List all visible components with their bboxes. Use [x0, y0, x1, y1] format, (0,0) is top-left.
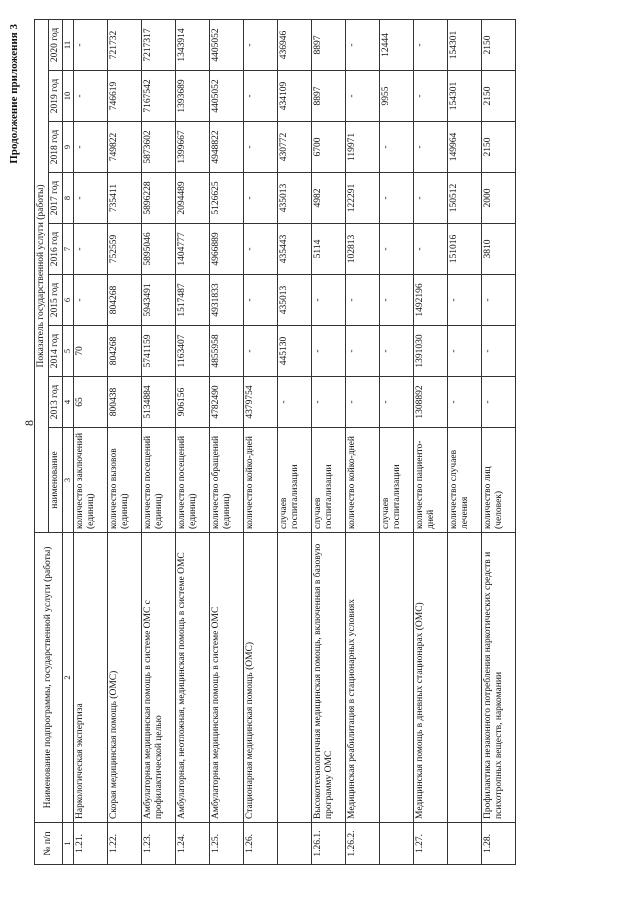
row-number: 1.21. — [73, 823, 107, 865]
program-name — [447, 533, 481, 823]
year-value: 4855958 — [209, 326, 243, 377]
indicator-name: случаев госпитализации — [311, 428, 345, 533]
column-index: 8 — [62, 173, 73, 224]
year-value: 119971 — [345, 122, 379, 173]
year-value: 435013 — [277, 275, 311, 326]
header-program: Наименование подпрограммы, государственной услуги (работы) — [35, 533, 63, 823]
year-value: 150512 — [447, 173, 481, 224]
year-value: 3810 — [481, 224, 515, 275]
year-value: 122291 — [345, 173, 379, 224]
year-value: 6700 — [311, 122, 345, 173]
year-value: - — [345, 275, 379, 326]
row-number: 1.22. — [107, 823, 141, 865]
row-number: 1.26. — [243, 823, 277, 865]
header-year: 2016 год — [48, 224, 62, 275]
year-value: - — [379, 224, 413, 275]
year-value: 1343914 — [175, 19, 209, 70]
year-value: - — [311, 275, 345, 326]
year-value: 4405052 — [209, 71, 243, 122]
year-value: 906156 — [175, 377, 209, 428]
year-value: 4948822 — [209, 122, 243, 173]
program-name: Скорая медицинская помощь (ОМС) — [107, 533, 141, 823]
row-number: 1.24. — [175, 823, 209, 865]
year-value: 4966889 — [209, 224, 243, 275]
header-indicator-name: наименование — [48, 428, 62, 533]
year-value: - — [311, 326, 345, 377]
column-index: 7 — [62, 224, 73, 275]
year-value: - — [481, 275, 515, 326]
year-value: 149964 — [447, 122, 481, 173]
column-index: 6 — [62, 275, 73, 326]
year-value: 5126625 — [209, 173, 243, 224]
table-row — [107, 19, 141, 864]
year-value: 1517487 — [175, 275, 209, 326]
year-value: - — [73, 275, 107, 326]
year-value: 102813 — [345, 224, 379, 275]
year-value: 1163407 — [175, 326, 209, 377]
year-value: 5114 — [311, 224, 345, 275]
year-value: 445130 — [277, 326, 311, 377]
header-num: № п/п — [35, 823, 63, 865]
year-value: - — [311, 377, 345, 428]
year-value: 4379754 — [243, 377, 277, 428]
indicator-name: количество пациенто-дней — [413, 428, 447, 533]
year-value: - — [243, 19, 277, 70]
year-value: 7217317 — [141, 19, 175, 70]
year-value: 154301 — [447, 19, 481, 70]
services-table — [34, 19, 516, 865]
year-value: 1391030 — [413, 326, 447, 377]
row-number: 1.26.1. — [311, 823, 345, 865]
program-name: Профилактика незаконного потребления наркотических средств и психотропных веществ, наркомании — [481, 533, 515, 823]
year-value: - — [447, 275, 481, 326]
year-value: 434109 — [277, 71, 311, 122]
table-row — [481, 19, 515, 864]
year-value: 4782490 — [209, 377, 243, 428]
year-value: - — [379, 122, 413, 173]
year-value: - — [243, 122, 277, 173]
year-value: 435013 — [277, 173, 311, 224]
table-row — [209, 19, 243, 864]
year-value: - — [379, 173, 413, 224]
year-value: - — [413, 122, 447, 173]
program-name: Амбулаторная, неотложная, медицинская помощь в системе ОМС — [175, 533, 209, 823]
year-value: - — [413, 19, 447, 70]
year-value: 746619 — [107, 71, 141, 122]
header-year: 2017 год — [48, 173, 62, 224]
year-value: - — [345, 19, 379, 70]
year-value: 12444 — [379, 19, 413, 70]
table-row — [73, 19, 107, 864]
continuation-title: Продолжение приложения 3 — [8, 24, 20, 164]
year-value: - — [345, 377, 379, 428]
page-number: 8 — [22, 420, 36, 426]
year-value: - — [379, 275, 413, 326]
row-number: 1.26.2. — [345, 823, 379, 865]
year-value: - — [413, 71, 447, 122]
row-number: 1.28. — [481, 823, 515, 865]
header-year: 2020 год — [48, 19, 62, 70]
year-value: - — [73, 173, 107, 224]
program-name: Наркологическая экспертиза — [73, 533, 107, 823]
year-value: 65 — [73, 377, 107, 428]
year-value: 804268 — [107, 326, 141, 377]
year-value: 2094489 — [175, 173, 209, 224]
year-value: - — [481, 326, 515, 377]
year-value: 5873602 — [141, 122, 175, 173]
year-value: 5895046 — [141, 224, 175, 275]
year-value: - — [345, 326, 379, 377]
year-value: 1404777 — [175, 224, 209, 275]
header-year: 2015 год — [48, 275, 62, 326]
header-year: 2018 год — [48, 122, 62, 173]
program-name: Медицинская помощь в дневных стационарах (ОМС) — [413, 533, 447, 823]
year-value: 151016 — [447, 224, 481, 275]
indicator-name: количество койко-дней — [243, 428, 277, 533]
year-value: - — [73, 122, 107, 173]
program-name: Высокотехнологичная медицинская помощь, включенная в базовую программу ОМС — [311, 533, 345, 823]
table-row — [175, 19, 209, 864]
row-number: 1.25. — [209, 823, 243, 865]
year-value: - — [277, 377, 311, 428]
year-value: - — [73, 71, 107, 122]
column-index: 9 — [62, 122, 73, 173]
year-value: - — [243, 326, 277, 377]
year-value: 2150 — [481, 71, 515, 122]
year-value: - — [481, 377, 515, 428]
table-row — [413, 19, 447, 864]
year-value: - — [243, 224, 277, 275]
row-number: 1.23. — [141, 823, 175, 865]
row-number — [277, 823, 311, 865]
year-value: - — [243, 71, 277, 122]
year-value: 9955 — [379, 71, 413, 122]
program-name: Амбулаторная медицинская помощь в системе ОМС — [209, 533, 243, 823]
year-value: 804268 — [107, 275, 141, 326]
indicator-name: случаев госпитализации — [277, 428, 311, 533]
program-name — [379, 533, 413, 823]
row-number: 1.27. — [413, 823, 447, 865]
year-value: - — [345, 71, 379, 122]
header-year: 2013 год — [48, 377, 62, 428]
year-value: 5741159 — [141, 326, 175, 377]
year-value: 800438 — [107, 377, 141, 428]
year-value: 8897 — [311, 71, 345, 122]
column-index: 11 — [62, 19, 73, 70]
year-value: 70 — [73, 326, 107, 377]
year-value: - — [73, 224, 107, 275]
table-body — [73, 19, 515, 864]
year-value: 1492196 — [413, 275, 447, 326]
table-row — [277, 19, 311, 864]
header-year: 2019 год — [48, 71, 62, 122]
indicator-name: количество посещений (единиц) — [141, 428, 175, 533]
year-value: 1393689 — [175, 71, 209, 122]
indicator-name: количество вызовов (единиц) — [107, 428, 141, 533]
year-value: 1399667 — [175, 122, 209, 173]
year-value: - — [379, 377, 413, 428]
year-value: 7167542 — [141, 71, 175, 122]
year-value: 4405052 — [209, 19, 243, 70]
year-value: 1308892 — [413, 377, 447, 428]
year-value: 721732 — [107, 19, 141, 70]
year-value: - — [243, 275, 277, 326]
table-row — [141, 19, 175, 864]
year-value: - — [243, 173, 277, 224]
year-value: 4931833 — [209, 275, 243, 326]
column-index: 4 — [62, 377, 73, 428]
year-value: 749822 — [107, 122, 141, 173]
year-value: - — [413, 173, 447, 224]
year-value: - — [447, 377, 481, 428]
row-number — [379, 823, 413, 865]
year-value: - — [73, 19, 107, 70]
year-value: 5134884 — [141, 377, 175, 428]
header-year: 2014 год — [48, 326, 62, 377]
year-value: 735411 — [107, 173, 141, 224]
year-value: 2000 — [481, 173, 515, 224]
row-number — [447, 823, 481, 865]
year-value: 430772 — [277, 122, 311, 173]
column-index: 5 — [62, 326, 73, 377]
program-name: Амбулаторная медицинская помощь в системе ОМС с профилактической целью — [141, 533, 175, 823]
year-value: 752559 — [107, 224, 141, 275]
year-value: - — [413, 224, 447, 275]
table-row — [447, 19, 481, 864]
indicator-name: количество койко-дней — [345, 428, 379, 533]
year-value: 4982 — [311, 173, 345, 224]
column-index: 2 — [62, 533, 73, 823]
table-row — [311, 19, 345, 864]
indicator-name: количество посещений (единиц) — [175, 428, 209, 533]
year-value: 5943491 — [141, 275, 175, 326]
year-value: 2150 — [481, 19, 515, 70]
table-row — [243, 19, 277, 864]
indicator-name: случаев госпитализации — [379, 428, 413, 533]
year-value: 154301 — [447, 71, 481, 122]
year-value: - — [447, 326, 481, 377]
column-index: 1 — [62, 823, 73, 865]
indicator-name: количество заключений (единиц) — [73, 428, 107, 533]
table-row — [345, 19, 379, 864]
indicator-name: количество лиц (человек) — [481, 428, 515, 533]
header-indicator-group: Показатель государственной услуги (работы) — [35, 19, 49, 532]
year-value: 2150 — [481, 122, 515, 173]
year-value: 8897 — [311, 19, 345, 70]
indicator-name: количество обращений (единиц) — [209, 428, 243, 533]
program-name: Стационарная медицинская помощь (ОМС) — [243, 533, 277, 823]
year-value: 435443 — [277, 224, 311, 275]
table-row — [379, 19, 413, 864]
column-index: 10 — [62, 71, 73, 122]
column-index: 3 — [62, 428, 73, 533]
year-value: 5896228 — [141, 173, 175, 224]
program-name: Медицинская реабилитация в стационарных условиях — [345, 533, 379, 823]
year-value: - — [379, 326, 413, 377]
program-name — [277, 533, 311, 823]
indicator-name: количество случаев лечения — [447, 428, 481, 533]
year-value: 436946 — [277, 19, 311, 70]
